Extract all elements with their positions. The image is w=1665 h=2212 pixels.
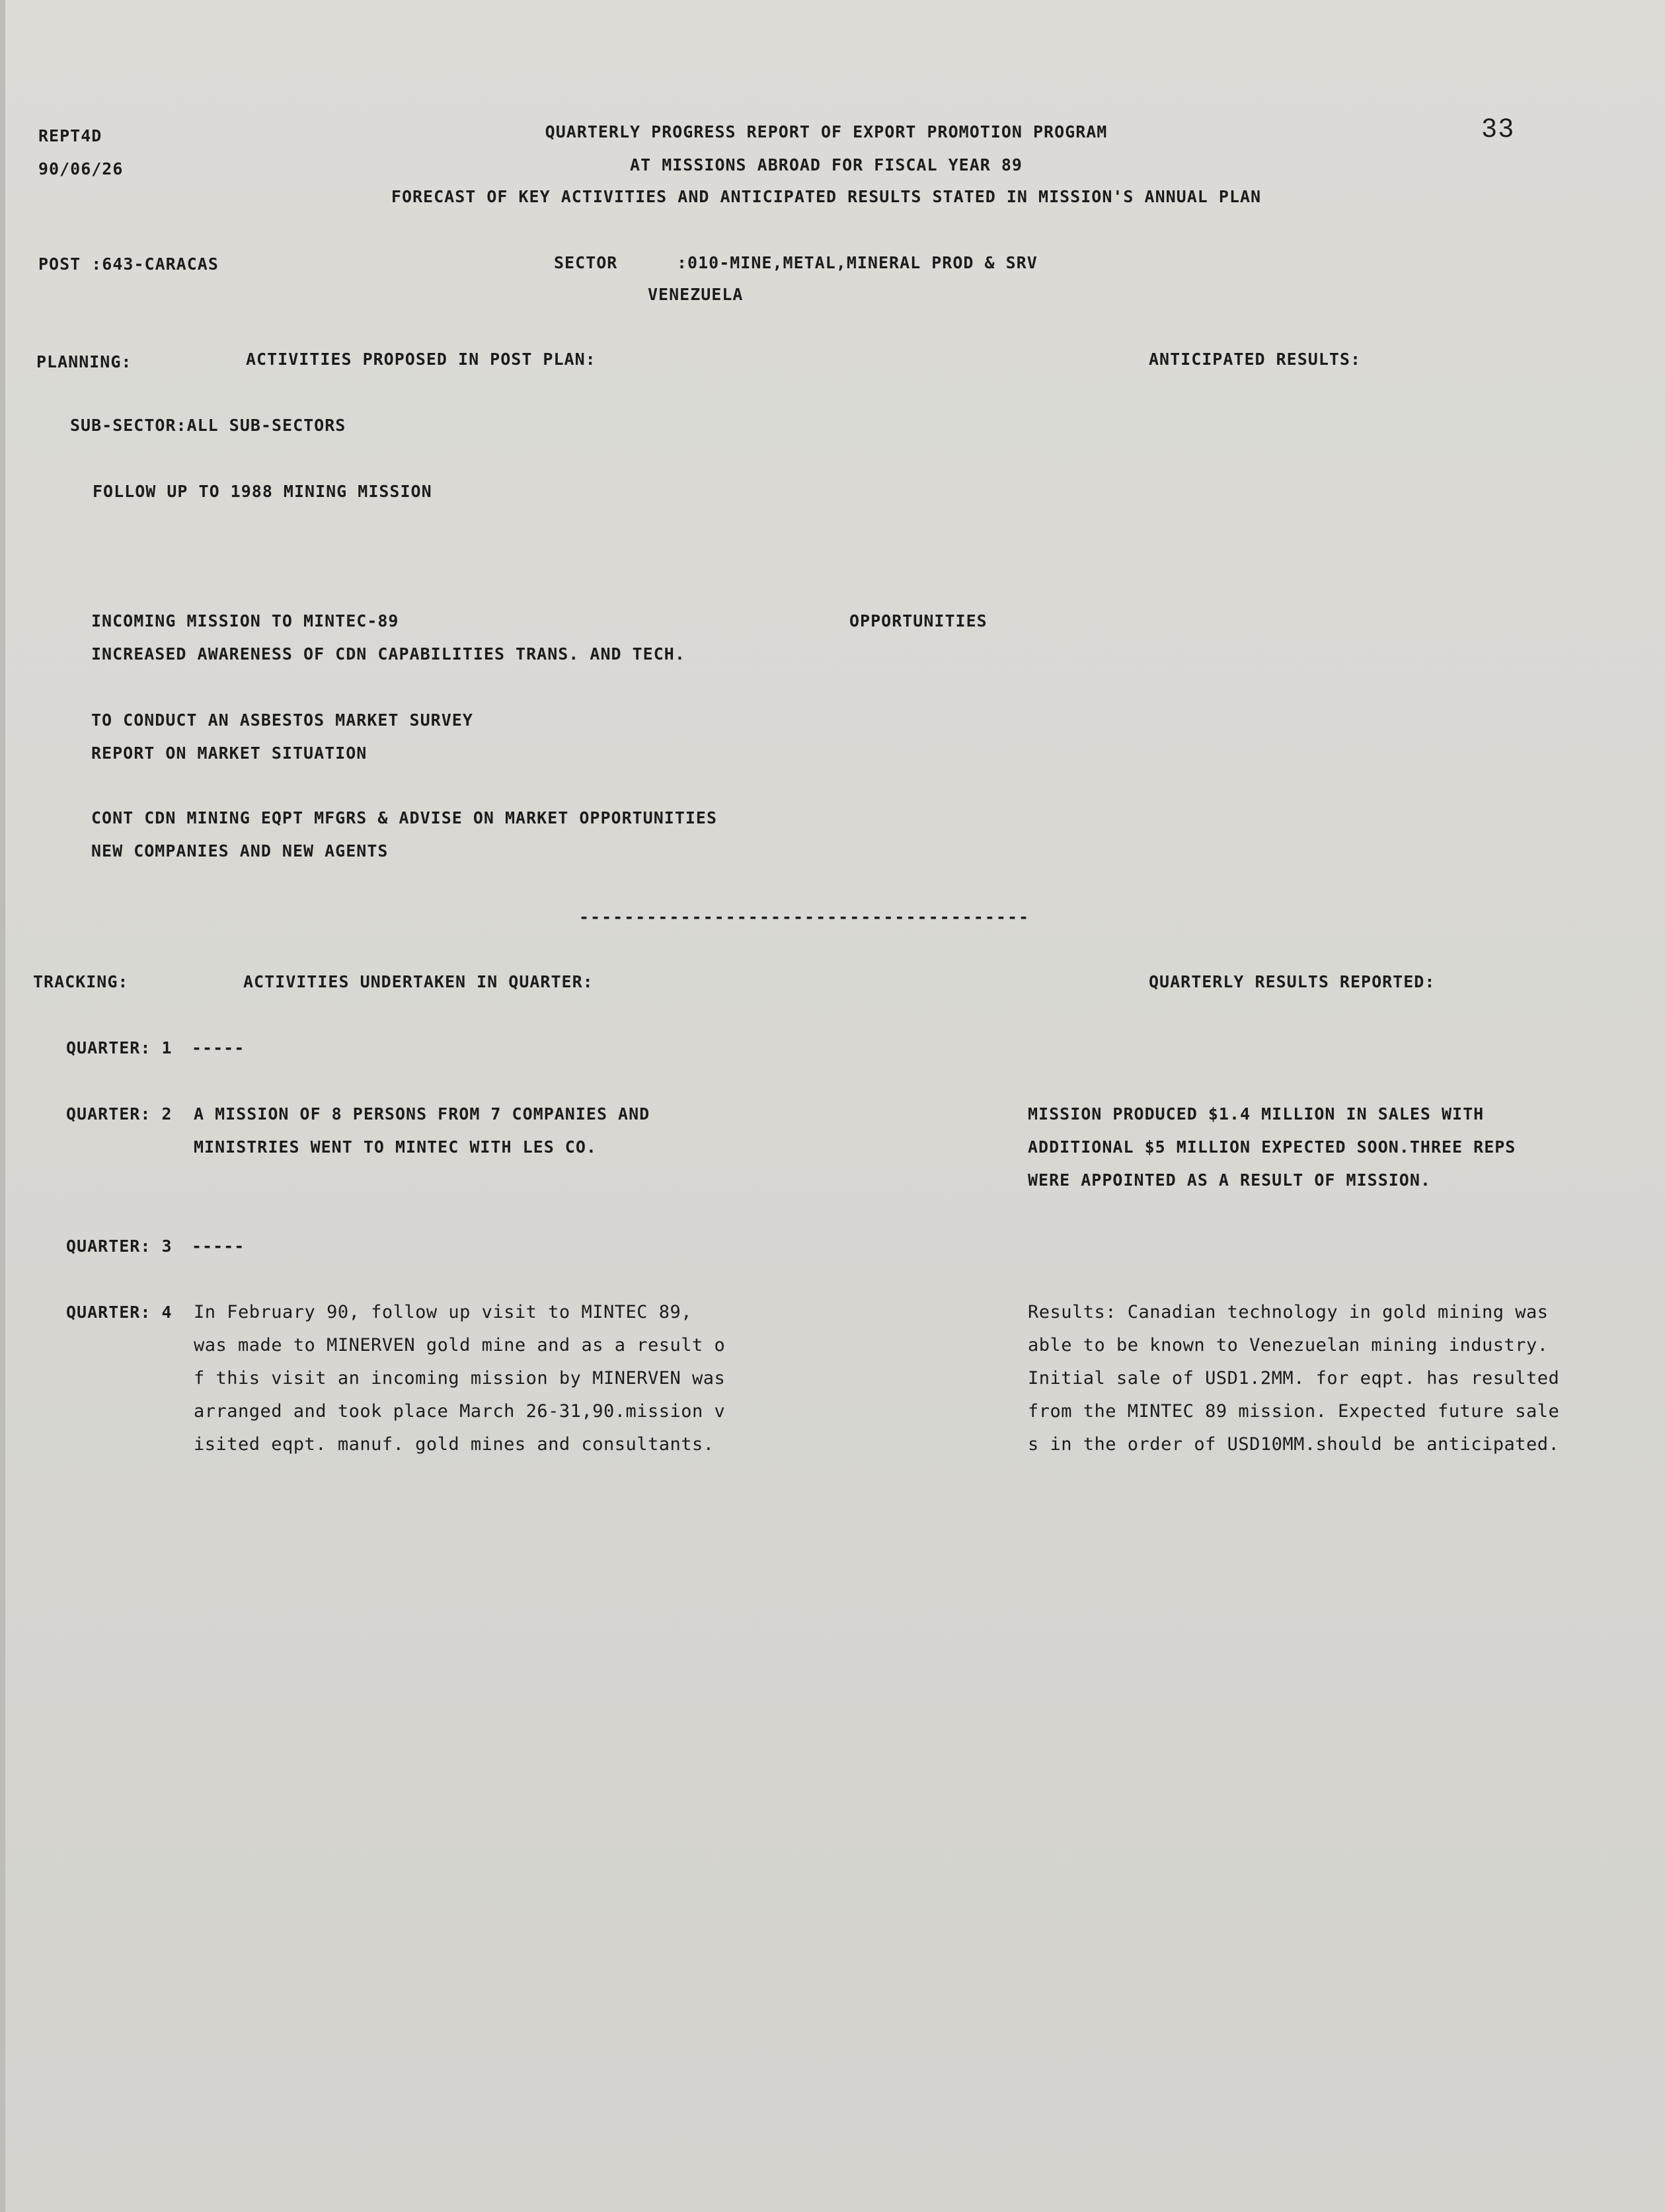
planning-item2-line2: INCREASED AWARENESS OF CDN CAPABILITIES TRANS. AND TECH. xyxy=(91,644,685,664)
quarter1-label: QUARTER: 1 xyxy=(66,1038,173,1057)
sector-label: SECTOR xyxy=(554,253,618,272)
quarter1-text: ----- xyxy=(192,1038,245,1057)
report-id: REPT4D xyxy=(38,126,102,145)
quarter4-label: QUARTER: 4 xyxy=(66,1303,173,1322)
anticipated-results-header: ANTICIPATED RESULTS: xyxy=(1149,350,1362,369)
planning-item4-line1: CONT CDN MINING EQPT MFGRS & ADVISE ON MARKET OPPORTUNITIES xyxy=(91,808,718,827)
quarter4-activity-line1: In February 90, follow up visit to MINTEC 89, xyxy=(194,1302,692,1322)
quarter2-result-line3: WERE APPOINTED AS A RESULT OF MISSION. xyxy=(1028,1170,1431,1190)
country-name: VENEZUELA xyxy=(648,285,744,304)
planning-item2-line1: INCOMING MISSION TO MINTEC-89 xyxy=(91,611,399,630)
tracking-activities-header: ACTIVITIES UNDERTAKEN IN QUARTER: xyxy=(243,972,594,991)
quarter3-text: ----- xyxy=(192,1237,245,1256)
planning-item2-result: OPPORTUNITIES xyxy=(849,611,987,630)
quarter4-result-line3: Initial sale of USD1.2MM. for eqpt. has resulted xyxy=(1028,1368,1560,1389)
page-edge-shadow xyxy=(0,0,5,2212)
quarter2-result-line1: MISSION PRODUCED $1.4 MILLION IN SALES WITH xyxy=(1028,1104,1485,1124)
quarter4-activity-line5: isited eqpt. manuf. gold mines and consultants. xyxy=(194,1434,715,1455)
quarter4-result-line4: from the MINTEC 89 mission. Expected future sale xyxy=(1028,1401,1560,1422)
quarter4-activity-line3: f this visit an incoming mission by MINERVEN was xyxy=(194,1368,726,1389)
subsector-label: SUB-SECTOR:ALL SUB-SECTORS xyxy=(70,416,346,435)
quarter4-result-line2: able to be known to Venezuelan mining industry. xyxy=(1028,1335,1549,1355)
quarter4-result-line5: s in the order of USD10MM.should be anticipated. xyxy=(1028,1434,1560,1455)
report-date: 90/06/26 xyxy=(38,159,124,178)
report-title-line1: QUARTERLY PROGRESS REPORT OF EXPORT PROMOTION PROGRAM xyxy=(545,122,1108,141)
quarter4-activity-line4: arranged and took place March 26-31,90.mission v xyxy=(194,1401,726,1422)
post-label: POST :643-CARACAS xyxy=(38,254,219,274)
report-title-line2: AT MISSIONS ABROAD FOR FISCAL YEAR 89 xyxy=(630,155,1023,174)
planning-item3-line2: REPORT ON MARKET SITUATION xyxy=(91,744,368,763)
report-title-line3: FORECAST OF KEY ACTIVITIES AND ANTICIPATED RESULTS STATED IN MISSION'S ANNUAL PLAN xyxy=(391,187,1262,206)
planning-label: PLANNING: xyxy=(36,352,132,371)
planning-item1: FOLLOW UP TO 1988 MINING MISSION xyxy=(93,482,432,501)
page-number: 33 xyxy=(1482,114,1516,143)
quarter2-activity-line1: A MISSION OF 8 PERSONS FROM 7 COMPANIES AND xyxy=(194,1104,650,1124)
planning-item4-line2: NEW COMPANIES AND NEW AGENTS xyxy=(91,841,389,860)
quarter4-result-line1: Results: Canadian technology in gold mining was xyxy=(1028,1302,1549,1322)
quarter2-result-line2: ADDITIONAL $5 MILLION EXPECTED SOON.THREE REPS xyxy=(1028,1137,1516,1157)
quarter2-activity-line2: MINISTRIES WENT TO MINTEC WITH LES CO. xyxy=(194,1137,597,1157)
planning-activities-header: ACTIVITIES PROPOSED IN POST PLAN: xyxy=(246,350,596,369)
sector-value: :010-MINE,METAL,MINERAL PROD & SRV xyxy=(677,253,1038,272)
quarterly-results-header: QUARTERLY RESULTS REPORTED: xyxy=(1149,972,1436,991)
section-separator: ---------------------------------------- xyxy=(579,907,1030,927)
quarter2-label: QUARTER: 2 xyxy=(66,1104,173,1124)
tracking-label: TRACKING: xyxy=(33,972,129,991)
planning-item3-line1: TO CONDUCT AN ASBESTOS MARKET SURVEY xyxy=(91,710,473,730)
quarter4-activity-line2: was made to MINERVEN gold mine and as a result o xyxy=(194,1335,726,1355)
quarter3-label: QUARTER: 3 xyxy=(66,1237,173,1256)
